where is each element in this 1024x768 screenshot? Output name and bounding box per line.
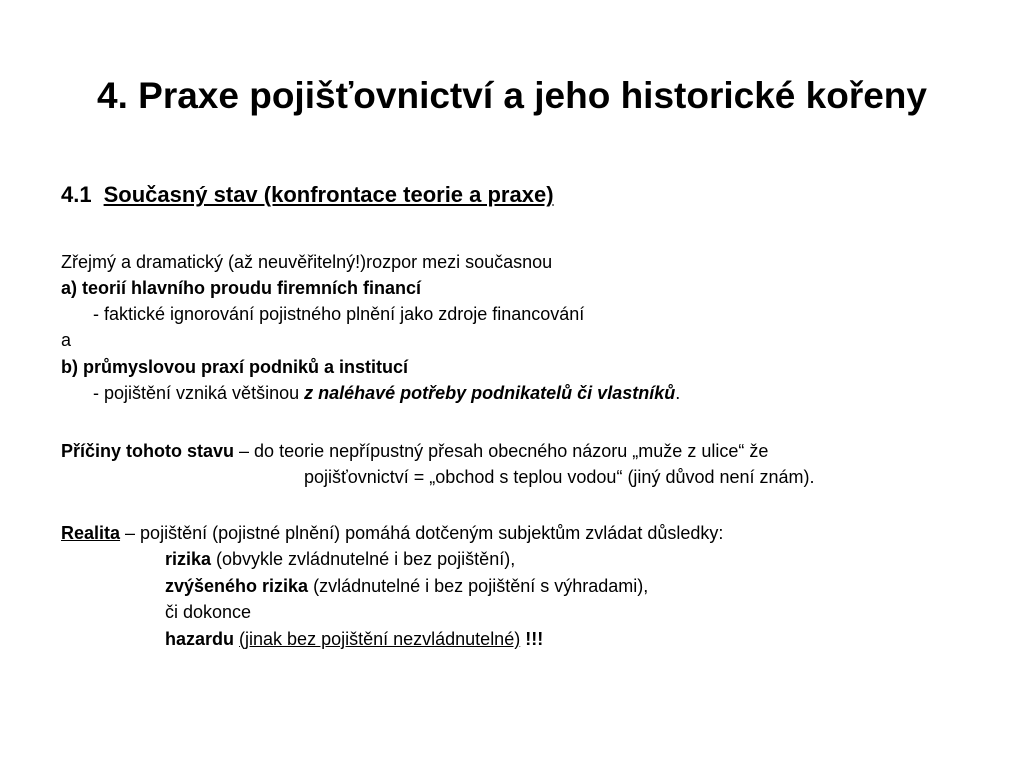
hazard-line [165,626,543,652]
section-heading [61,180,554,210]
point-b-heading: b) průmyslovou praxí podniků a institucí [61,357,409,377]
risk-label: rizika [165,549,212,569]
higher-risk-line [165,573,648,599]
reality-label: Realita [61,523,121,543]
causes-label: Příčiny tohoto stavu [61,441,235,461]
higher-risk-text: (zvládnutelné i bez pojištění s výhradami), [308,576,649,596]
risk-line [165,546,515,572]
hazard-suffix: !!! [525,629,544,649]
higher-risk-label: zvýšeného rizika [165,576,309,596]
hazard-text: (jinak bez pojištění nezvládnutelné) [239,629,521,649]
reality-line [61,520,723,546]
point-b-detail [93,380,680,406]
section-title: Současný stav (konfrontace teorie a praxe) [103,182,554,207]
causes-line [61,438,768,464]
point-b-detail-emphasis: z naléhavé potřeby podnikatelů či vlastníků [304,383,676,403]
section-number: 4.1 [61,182,92,207]
point-b-detail-suffix: . [675,383,681,403]
point-a-heading: a) teorií hlavního proudu firemních financí [61,278,422,298]
intro-line: Zřejmý a dramatický (až neuvěřitelný!)rozpor mezi současnou [61,252,553,272]
conjunction: a [61,330,72,350]
point-a-detail: - faktické ignorování pojistného plnění jako zdroje financování [93,304,585,324]
hazard-label: hazardu [165,629,235,649]
causes-text: – do teorie nepřípustný přesah obecného názoru „muže z ulice“ že [234,441,769,461]
reality-text: – pojištění (pojistné plnění) pomáhá dotčeným subjektům zvládat důsledky: [120,523,724,543]
slide-title: 4. Praxe pojišťovnictví a jeho historické kořeny [97,75,927,116]
finally-line: či dokonce [165,602,252,622]
point-b-detail-prefix: - pojištění vzniká většinou [93,383,305,403]
causes-continuation: pojišťovnictví = „obchod s teplou vodou“ (jiný důvod není znám). [304,467,815,487]
risk-text: (obvykle zvládnutelné i bez pojištění), [211,549,516,569]
